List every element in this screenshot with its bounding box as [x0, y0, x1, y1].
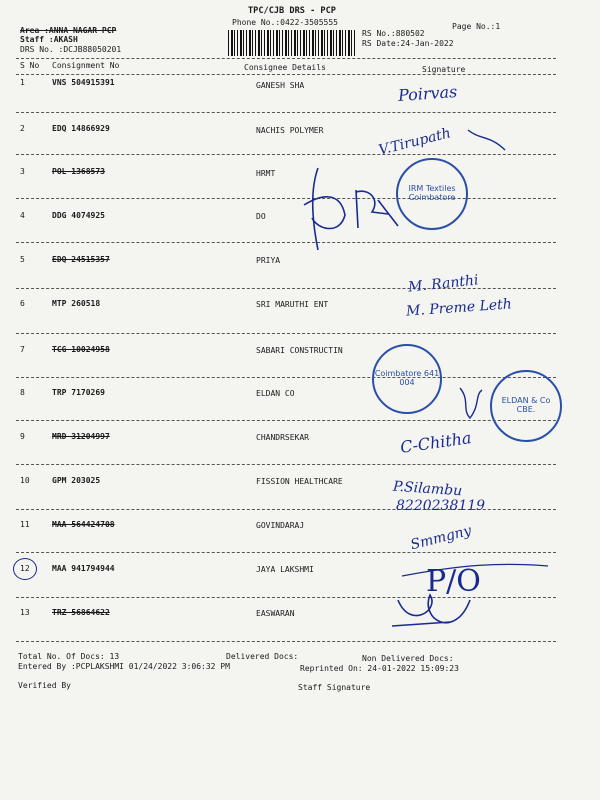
row-consignee: FISSION HEALTHCARE [256, 477, 343, 486]
staff-label: Staff :AKASH [20, 35, 78, 44]
row-sno: 5 [20, 255, 25, 264]
row-sno: 10 [20, 476, 30, 485]
sheet-title: TPC/CJB DRS - PCP [248, 6, 336, 16]
row-consignment: MTP 260518 [52, 299, 101, 308]
stamp-text: Coimbatore 641 004 [374, 369, 440, 387]
row-consignee: HRMT [256, 169, 276, 178]
signature-row6b: M. Preme Leth [405, 296, 513, 320]
row-consignee: EASWARAN [256, 609, 295, 618]
non-delivered-docs: Non Delivered Docs: [362, 654, 454, 663]
stamp-text: IRM Textiles Coimbatore [408, 184, 456, 202]
row-consignment: TRP 7170269 [52, 388, 105, 397]
page-number: Page No.:1 [452, 22, 501, 31]
row-sno: 4 [20, 211, 25, 220]
signature-row10a: P.Silambu [392, 478, 463, 500]
total-docs: Total No. Of Docs: 13 [18, 652, 120, 661]
row-consignment: EDQ 24515357 [52, 255, 110, 264]
row-consignment: VNS 504915391 [52, 78, 115, 87]
signature-row9: C-Chitha [399, 428, 473, 457]
row-consignment: DDG 4074925 [52, 211, 105, 220]
row-sno: 6 [20, 299, 25, 308]
row-consignee: NACHIS POLYMER [256, 126, 324, 135]
reprinted-on: Reprinted On: 24-01-2022 15:09:23 [300, 664, 459, 673]
row-sno: 1 [20, 78, 25, 87]
verified-by: Verified By [18, 681, 71, 690]
company-stamp-irm [396, 158, 468, 230]
signature-row10b: 8220238119 [396, 498, 486, 514]
signature-row11: Smmgny [408, 522, 474, 554]
row-consignee: SABARI CONSTRUCTIN [256, 346, 343, 355]
rs-date: RS Date:24-Jan-2022 [362, 39, 454, 48]
col-signature: Signature [422, 65, 466, 74]
row-sno: 9 [20, 432, 25, 441]
col-consignment: Consignment No [52, 61, 120, 70]
signature-row1: Poirvas [397, 81, 458, 106]
row-consignment: MRD 31204997 [52, 432, 110, 441]
row-consignee: ELDAN CO [256, 389, 295, 398]
row-sno: 7 [20, 345, 25, 354]
row-consignee: CHANDRSEKAR [256, 433, 309, 442]
signature-row2: V.Tirupath [377, 125, 453, 159]
row-consignment: EDQ 14866929 [52, 124, 110, 133]
row-sno: 2 [20, 124, 25, 133]
signature-row6a: M. Ranthi [407, 272, 480, 296]
row-consignment: TRZ 56864622 [52, 608, 110, 617]
row-sno: 13 [20, 608, 30, 617]
row-sno: 8 [20, 388, 25, 397]
company-stamp-coimbatore [372, 344, 442, 414]
row-consignee: PRIYA [256, 256, 281, 265]
rs-number: RS No.:880502 [362, 29, 425, 38]
col-sno: S No [20, 61, 40, 70]
col-consignee: Consignee Details [244, 63, 326, 72]
row-consignment: GPM 203025 [52, 476, 101, 485]
row-consignment: MAA 941794944 [52, 564, 115, 573]
row-consignee: GOVINDARAJ [256, 521, 305, 530]
entered-by: Entered By :PCPLAKSHMI 01/24/2022 3:06:32 PM [18, 662, 230, 671]
row-consignee: JAYA LAKSHMI [256, 565, 314, 574]
row-consignment: TCG 10024958 [52, 345, 110, 354]
row-consignee: SRI MARUTHI ENT [256, 300, 329, 309]
stamp-text: ELDAN & Co CBE. [501, 396, 551, 414]
row-consignee: DO [256, 212, 266, 221]
row-sno: 3 [20, 167, 25, 176]
row-consignee: GANESH SHA [256, 81, 305, 90]
phone-number: Phone No.:0422-3505555 [232, 18, 338, 27]
staff-signature-label: Staff Signature [298, 683, 371, 692]
area-label: Area :ANNA NAGAR PCP [20, 26, 117, 35]
row-consignment: POL 1368573 [52, 167, 105, 176]
delivered-docs: Delivered Docs: [226, 652, 299, 661]
company-stamp-eldan [490, 370, 562, 442]
row-sno: 12 [20, 564, 30, 573]
row-consignment: MAA 564424708 [52, 520, 115, 529]
row-sno: 11 [20, 520, 30, 529]
drs-number: DRS No. :DCJB88050201 [20, 45, 122, 54]
signature-row12: P/O [426, 564, 481, 599]
